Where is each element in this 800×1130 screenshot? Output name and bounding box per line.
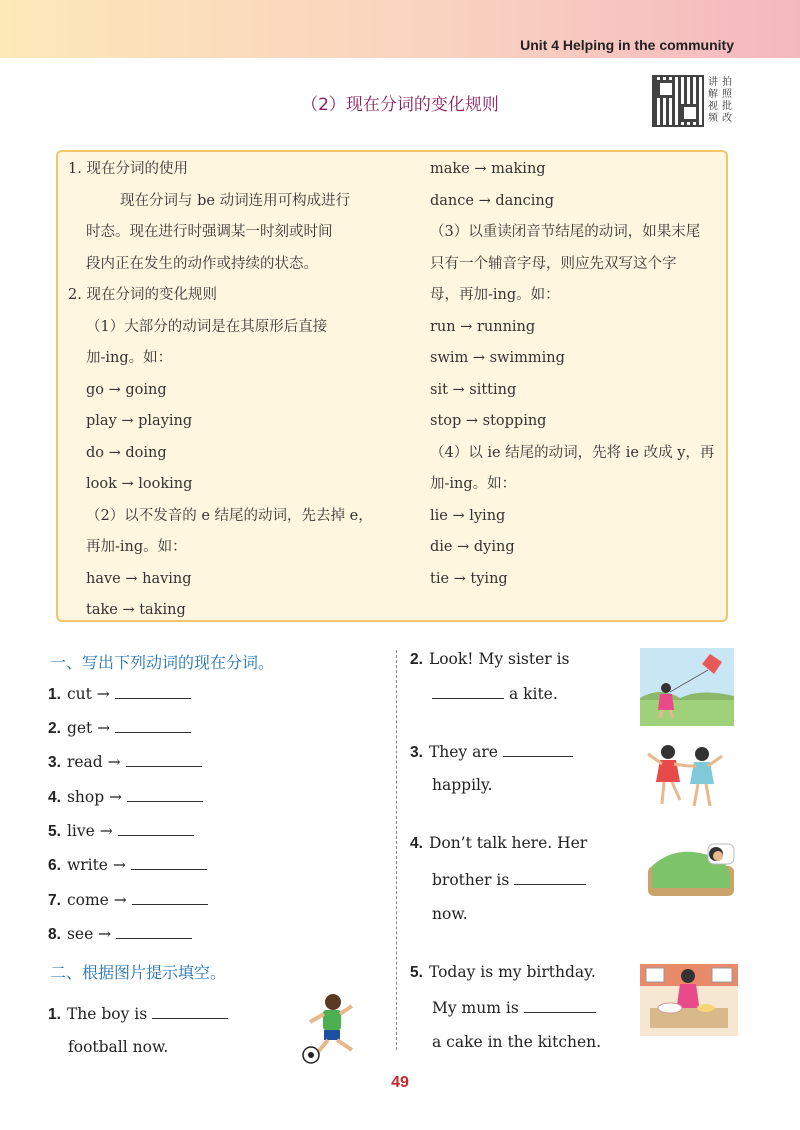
exercise-item <box>48 855 207 875</box>
rule-line: 1. 现在分词的使用 <box>68 161 188 177</box>
rule-line: 再加-ing。如： <box>86 539 187 555</box>
question-text: Look! My sister is <box>428 650 570 668</box>
picture-question-5 <box>410 963 596 982</box>
section-2-title: 二、根据图片提示填空。 <box>50 963 227 982</box>
rule-line: 现在分词与 be 动词连用可构成进行 <box>120 192 351 209</box>
item-number: 5. <box>48 823 61 840</box>
example-line: lie → lying <box>430 507 506 524</box>
question-text: Today is my birthday. <box>428 963 596 981</box>
qr-char: 改 <box>722 113 732 124</box>
qr-char: 拍 <box>722 77 732 88</box>
rule-line: 2. 现在分词的变化规则 <box>68 287 217 303</box>
qr-char: 频 <box>708 113 718 124</box>
rule-line: （4）以 ie 结尾的动词，先将 ie 改成 y，再 <box>430 444 715 461</box>
item-word: live → <box>66 822 113 840</box>
answer-blank[interactable] <box>118 821 194 836</box>
item-number: 1. <box>48 1006 61 1023</box>
item-number: 2. <box>48 720 61 737</box>
qr-char: 批 <box>722 101 732 112</box>
exercise-item <box>48 684 191 704</box>
exercise-item <box>48 752 202 772</box>
question-text: a kite. <box>508 685 558 703</box>
answer-blank[interactable] <box>152 1004 228 1019</box>
unit-header: Unit 4 Helping in the community <box>520 37 734 53</box>
page-number: 49 <box>391 1074 409 1091</box>
example-line: go → going <box>86 381 167 398</box>
item-word: get → <box>66 719 111 737</box>
example-line: dance → dancing <box>430 192 554 209</box>
item-word: write → <box>66 856 126 874</box>
answer-blank[interactable] <box>126 752 202 767</box>
exercise-item <box>48 890 208 910</box>
exercise-item <box>48 718 191 738</box>
exercise-item <box>48 821 194 841</box>
picture-question-2 <box>410 650 570 669</box>
item-number: 6. <box>48 857 61 874</box>
item-number: 4. <box>48 789 61 806</box>
item-word: come → <box>66 891 127 909</box>
question-text: brother is <box>432 871 510 889</box>
answer-blank[interactable] <box>115 718 191 733</box>
rule-line: 加-ing。如： <box>86 350 173 366</box>
question-text: Don’t talk here. Her <box>428 834 588 852</box>
item-word: read → <box>66 753 121 771</box>
rules-right-column <box>430 154 720 595</box>
example-line: have → having <box>86 570 192 587</box>
question-text: The boy is <box>66 1005 148 1023</box>
question-text: They are <box>428 743 498 761</box>
question-text-line: now. <box>432 905 468 923</box>
boy-sleeping-picture <box>644 836 738 902</box>
section-1-title: 一、写出下列动词的现在分词。 <box>50 653 275 672</box>
exercise-item <box>48 924 192 944</box>
example-line: die → dying <box>430 539 515 555</box>
qr-char: 视 <box>708 101 718 112</box>
item-number: 3. <box>48 754 61 771</box>
rule-line: 只有一个辅音字母，则应先双写这个字 <box>430 255 677 272</box>
boy-playing-football-picture <box>300 992 366 1066</box>
mum-making-cake-picture <box>640 964 738 1036</box>
answer-blank[interactable] <box>127 787 203 802</box>
rule-line: 加-ing。如： <box>430 476 517 492</box>
girls-dancing-picture <box>644 742 726 818</box>
picture-question-4 <box>410 834 587 853</box>
rule-line: 母，再加-ing。如： <box>430 287 560 303</box>
example-line: run → running <box>430 318 536 335</box>
item-word: shop → <box>66 788 123 806</box>
item-number: 5. <box>410 964 423 981</box>
item-number: 4. <box>410 835 423 852</box>
example-line: make → making <box>430 161 546 177</box>
rule-line: （2）以不发音的 e 结尾的动词，先去掉 e， <box>86 507 373 524</box>
question-text: My mum is <box>432 999 519 1017</box>
rule-line: 段内正在发生的动作或持续的状态。 <box>86 255 318 272</box>
answer-blank[interactable] <box>132 890 208 905</box>
rule-line: （3）以重读闭音节结尾的动词，如果末尾 <box>430 224 701 240</box>
qr-char: 照 <box>722 89 732 100</box>
question-text-line: a cake in the kitchen. <box>432 1033 602 1051</box>
item-number: 8. <box>48 926 61 943</box>
qr-label <box>708 77 736 125</box>
example-line: tie → tying <box>430 570 508 587</box>
question-text-line: football now. <box>68 1038 169 1056</box>
page-title: （2）现在分词的变化规则 <box>301 95 499 115</box>
item-number: 2. <box>410 651 423 668</box>
answer-blank[interactable] <box>131 855 207 870</box>
example-line: stop → stopping <box>430 413 547 429</box>
exercise-item <box>48 787 203 807</box>
answer-blank[interactable] <box>115 684 191 699</box>
example-line: swim → swimming <box>430 350 565 366</box>
question-text-line <box>432 998 596 1017</box>
item-number: 1. <box>48 686 61 703</box>
answer-blank[interactable] <box>514 870 586 885</box>
question-text-line <box>432 870 586 889</box>
qr-char: 解 <box>708 89 718 100</box>
picture-question-1 <box>48 1004 228 1024</box>
rules-left-column <box>68 154 398 627</box>
example-line: do → doing <box>86 444 167 461</box>
column-divider <box>396 650 397 1050</box>
answer-blank[interactable] <box>503 742 573 757</box>
rule-line: （1）大部分的动词是在其原形后直接 <box>86 318 328 335</box>
qr-char: 讲 <box>708 77 718 88</box>
item-word: see → <box>66 925 112 943</box>
girl-flying-kite-picture <box>640 648 734 726</box>
answer-blank[interactable] <box>116 924 192 939</box>
example-line: sit → sitting <box>430 381 517 398</box>
question-text-line: happily. <box>432 776 493 794</box>
item-word: cut → <box>66 685 110 703</box>
item-number: 3. <box>410 744 423 761</box>
example-line: take → taking <box>86 602 186 618</box>
example-line: play → playing <box>86 413 193 429</box>
item-number: 7. <box>48 892 61 909</box>
picture-question-3 <box>410 742 573 762</box>
answer-blank[interactable] <box>524 998 596 1013</box>
question-text-line <box>432 684 558 703</box>
answer-blank[interactable] <box>432 684 504 699</box>
example-line: look → looking <box>86 476 193 492</box>
rule-line: 时态。现在进行时强调某一时刻或时间 <box>86 224 333 240</box>
qr-code-icon[interactable] <box>652 75 704 127</box>
